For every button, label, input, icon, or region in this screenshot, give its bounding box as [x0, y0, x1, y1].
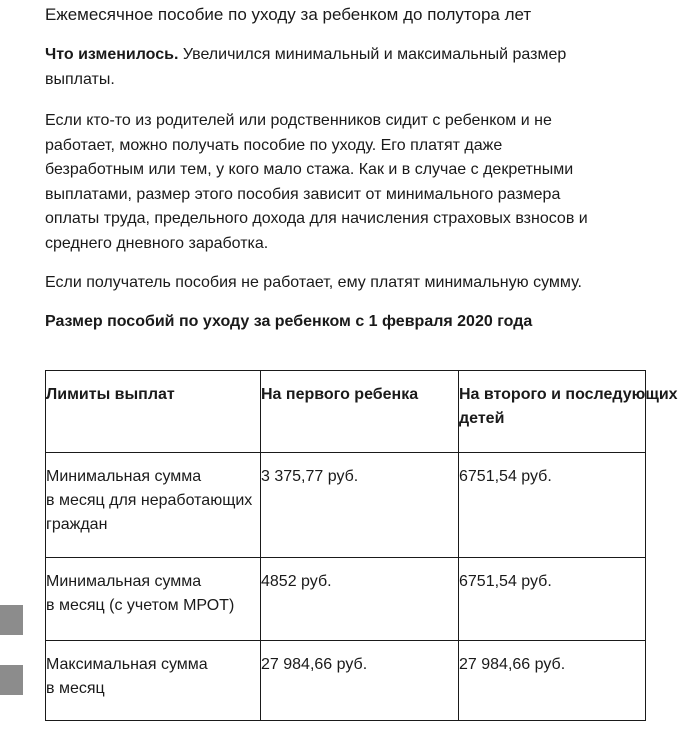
header-first-child: На первого ребенка [261, 371, 459, 453]
header-second-child-text: На второго и последующих детей [459, 386, 678, 427]
side-marker [0, 605, 23, 635]
changes-paragraph [45, 43, 600, 92]
side-marker [0, 665, 23, 695]
unemployed-paragraph: Если получатель пособия не работает, ему платят минимальную сумму. [45, 274, 582, 291]
row-first-child-value: 3 375,77 руб. [261, 453, 459, 558]
row-second-child-value: 6751,54 руб. [459, 453, 646, 558]
header-second-child [459, 371, 678, 453]
header-limits: Лимиты выплат [46, 371, 261, 453]
row-first-child-value: 4852 руб. [261, 558, 459, 641]
section-heading: Ежемесячное пособие по уходу за ребенком до полутора лет [45, 5, 532, 24]
table-title: Размер пособий по уходу за ребенком с 1 февраля 2020 года [45, 312, 533, 330]
eligibility-paragraph: Если кто-то из родителей или родственников сидит с ребенком и не работает, можно получать пособие по уходу. Его платят даже безработным или тем, у кого мало стажа. Как и в случае с декретными выплатами, размер этого пособия зависит от минимального размера оплаты труда, предельного дохода для начисления страховых взносов и среднего дневного заработка. [45, 112, 588, 252]
row-first-child-value: 27 984,66 руб. [261, 641, 459, 721]
row-label: Максимальная сумма в месяц [46, 641, 261, 721]
changes-title: Что изменилось. [45, 46, 179, 63]
changes-text: Увеличился минимальный и максимальный размер выплаты. [45, 46, 567, 88]
row-second-child-value: 6751,54 руб. [459, 558, 646, 641]
table-row [46, 558, 646, 641]
row-label: Минимальная сумма в месяц для неработающих граждан [46, 453, 261, 558]
table-header-row [46, 371, 646, 453]
row-second-child-value: 27 984,66 руб. [459, 641, 646, 721]
row-label: Минимальная сумма в месяц (с учетом МРОТ) [46, 558, 261, 641]
table-row [46, 453, 646, 558]
article [45, 0, 600, 333]
table-row [46, 641, 646, 721]
benefits-table [45, 370, 678, 721]
